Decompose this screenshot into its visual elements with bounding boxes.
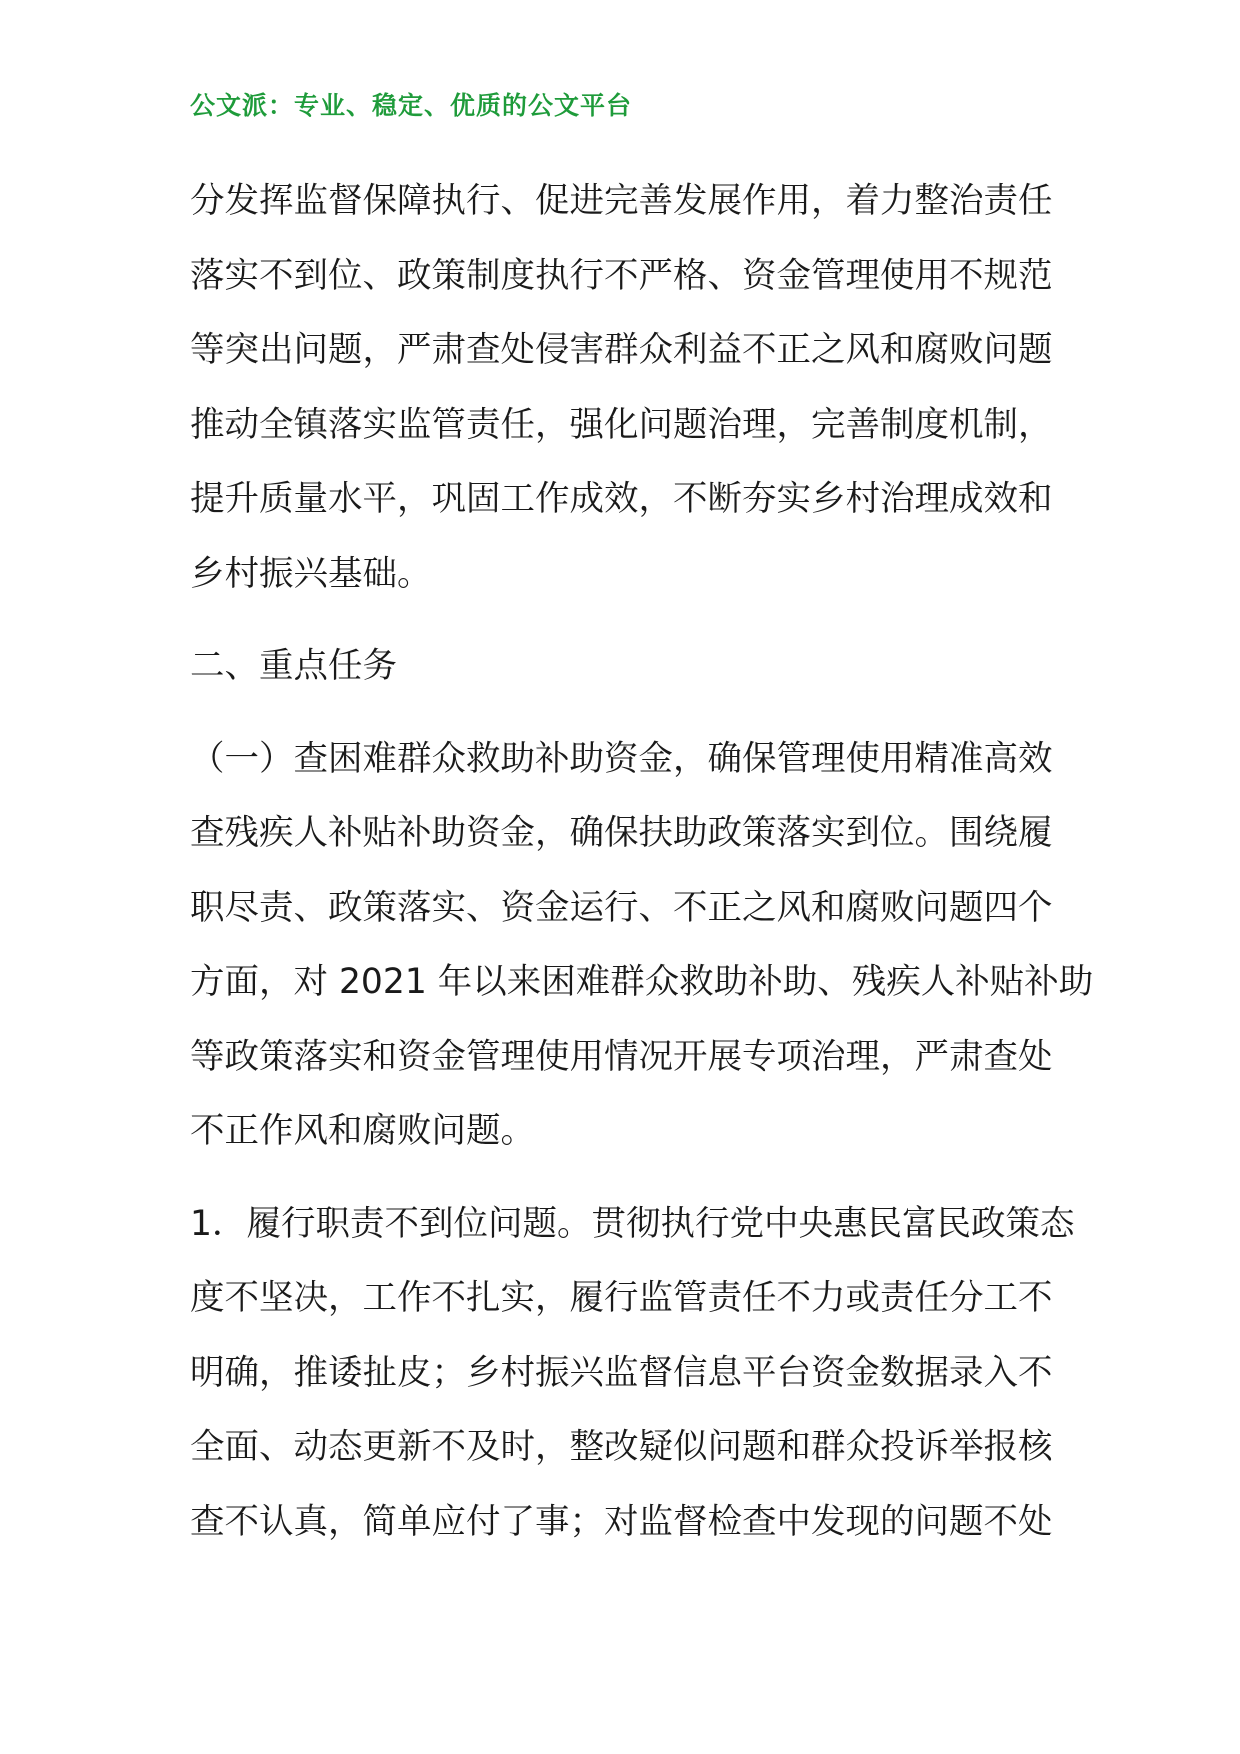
document-body — [190, 164, 1094, 1559]
body-line: 明确，推诿扯皮；乡村振兴监督信息平台资金数据录入不 — [190, 1352, 1053, 1393]
body-line: 乡村振兴基础。 — [190, 553, 432, 594]
body-line: 方面，对 2021 年以来困难群众救助补助、残疾人补贴补助 — [190, 962, 1094, 1002]
body-line: 提升质量水平，巩固工作成效，不断夯实乡村治理成效和 — [190, 479, 1053, 519]
list-item-heading: 1．履行职责不到位问题。贯彻执行党中央惠民富民政策态 — [190, 1203, 1075, 1244]
body-line: 全面、动态更新不及时，整改疑似问题和群众投诉举报核 — [190, 1427, 1053, 1467]
subsection-heading: （一）查困难群众救助补助资金，确保管理使用精准高效 — [190, 738, 1053, 779]
body-line: 职尽责、政策落实、资金运行、不正之风和腐败问题四个 — [190, 887, 1053, 928]
body-line: 查不认真，简单应付了事；对监督检查中发现的问题不处 — [190, 1501, 1053, 1542]
body-line: 度不坚决，工作不扎实，履行监管责任不力或责任分工不 — [190, 1278, 1053, 1318]
body-line: 等政策落实和资金管理使用情况开展专项治理，严肃查处 — [190, 1036, 1053, 1077]
section-heading: 二、重点任务 — [190, 646, 397, 686]
body-line: 等突出问题，严肃查处侵害群众利益不正之风和腐败问题 — [190, 330, 1053, 370]
body-line: 查残疾人补贴补助资金，确保扶助政策落实到位。围绕履 — [190, 813, 1053, 853]
body-line: 不正作风和腐败问题。 — [190, 1111, 535, 1151]
body-line: 落实不到位、政策制度执行不严格、资金管理使用不规范 — [190, 255, 1053, 296]
body-line: 推动全镇落实监管责任，强化问题治理，完善制度机制， — [190, 404, 1053, 445]
page-header: 公文派：专业、稳定、优质的公文平台 — [190, 91, 633, 120]
body-line: 分发挥监督保障执行、促进完善发展作用，着力整治责任 — [190, 181, 1053, 221]
